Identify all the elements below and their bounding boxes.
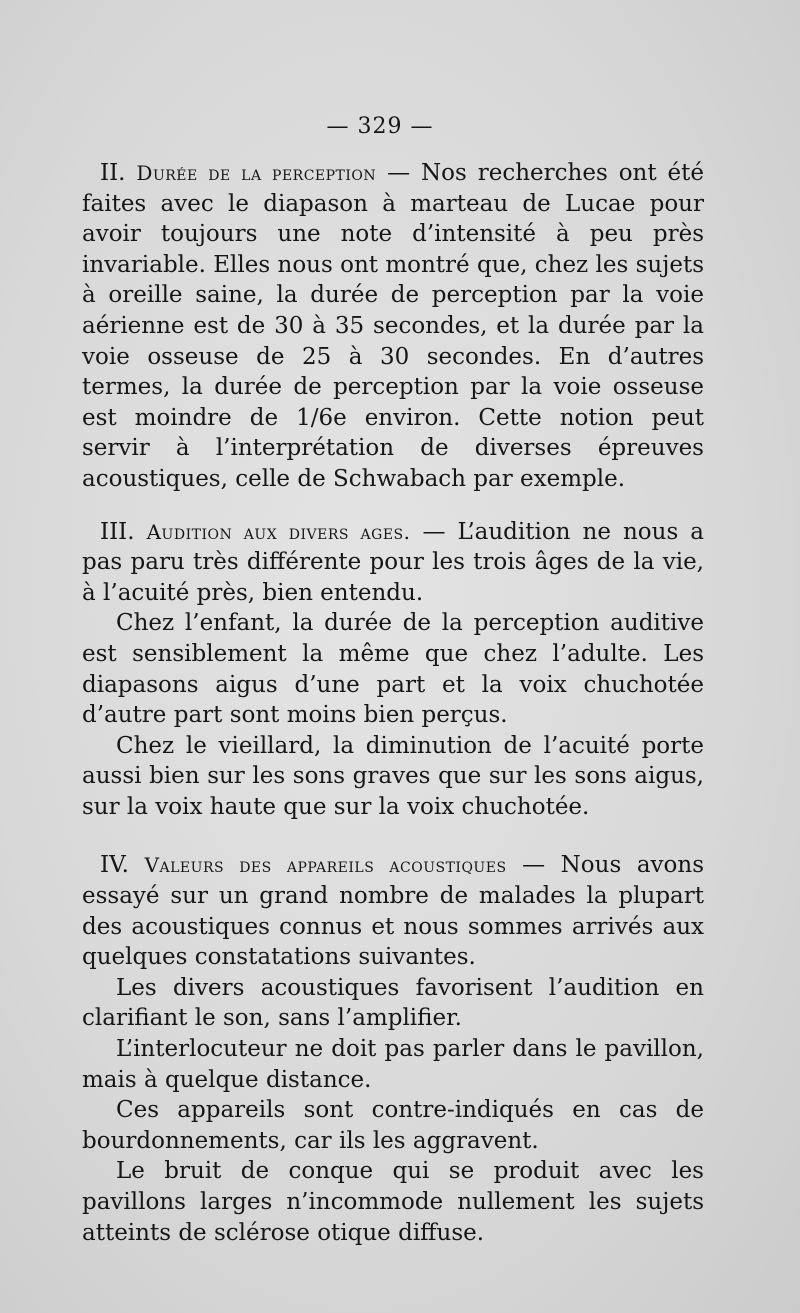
section-3-body: — L’audition ne nous a pas paru très différente pour les trois âges de la vie, à l’acuité près, bien entendu. [82,518,704,606]
section-3-heading: Audition aux divers ages. [146,519,411,544]
section-4-body: — Nous avons essayé sur un grand nombre de malades la plupart des acoustiques connus et nous sommes arrivés aux quelques constatations suivantes. [82,852,704,971]
section-2-body: — Nos recherches ont été faites avec le diapason à marteau de Lucae pour avoir toujours une note d’intensité à peu près invariable. Elles nous ont montré que, chez les sujets à oreille saine, la durée de perception par la voie aérienne est de 30 à 35 secondes, et la durée par la voie osseuse de 25 à 30 secondes. En d’autres termes, la durée de perception par la voie osseuse est moindre de 1/6e environ. Cette notion peut servir à l’interprétation de diverses épreuves acoustiques, celle de Schwabach par exemple. [82,160,705,492]
section-4-paragraph-contraindication: Ces appareils sont contre-indiqués en cas de bourdonnements, car ils les aggravent. [82,1097,704,1154]
section-4-numeral: IV. [100,852,129,879]
section-2-heading: Durée de la perception [136,161,377,185]
section-4-paragraph-conque: Le bruit de conque qui se produit avec les pavillons larges n’incommode nullement les sujets atteints de sclérose otique diffuse. [82,1158,704,1246]
section-4-paragraph-distance: L’interlocuteur ne doit pas parler dans le pavillon, mais à quelque distance. [82,1036,704,1093]
section-4-paragraph [82,850,704,972]
page-text [82,158,704,1248]
section-3-paragraph-elderly: Chez le vieillard, la diminution de l’acuité porte aussi bien sur les sons graves que sur les sons aigus, sur la voix haute que sur la voix chuchotée. [82,732,704,820]
section-4-paragraph-clarify: Les divers acoustiques favorisent l’audition en clarifiant le son, sans l’amplifier. [82,974,704,1032]
section-3-numeral: III. [100,518,135,545]
section-2-numeral: II. [100,160,126,186]
section-3-paragraph [82,517,704,609]
section-2-paragraph [82,158,704,495]
page-number: — 329 — [326,114,434,139]
section-3-paragraph-child: Chez l’enfant, la durée de la perception auditive est sensiblement la même que chez l’adulte. Les diapasons aigus d’une part et la voix chuchotée d’autre part sont moins bien perçus. [82,610,704,729]
section-4-heading: Valeurs des appareils acoustiques [144,853,507,878]
